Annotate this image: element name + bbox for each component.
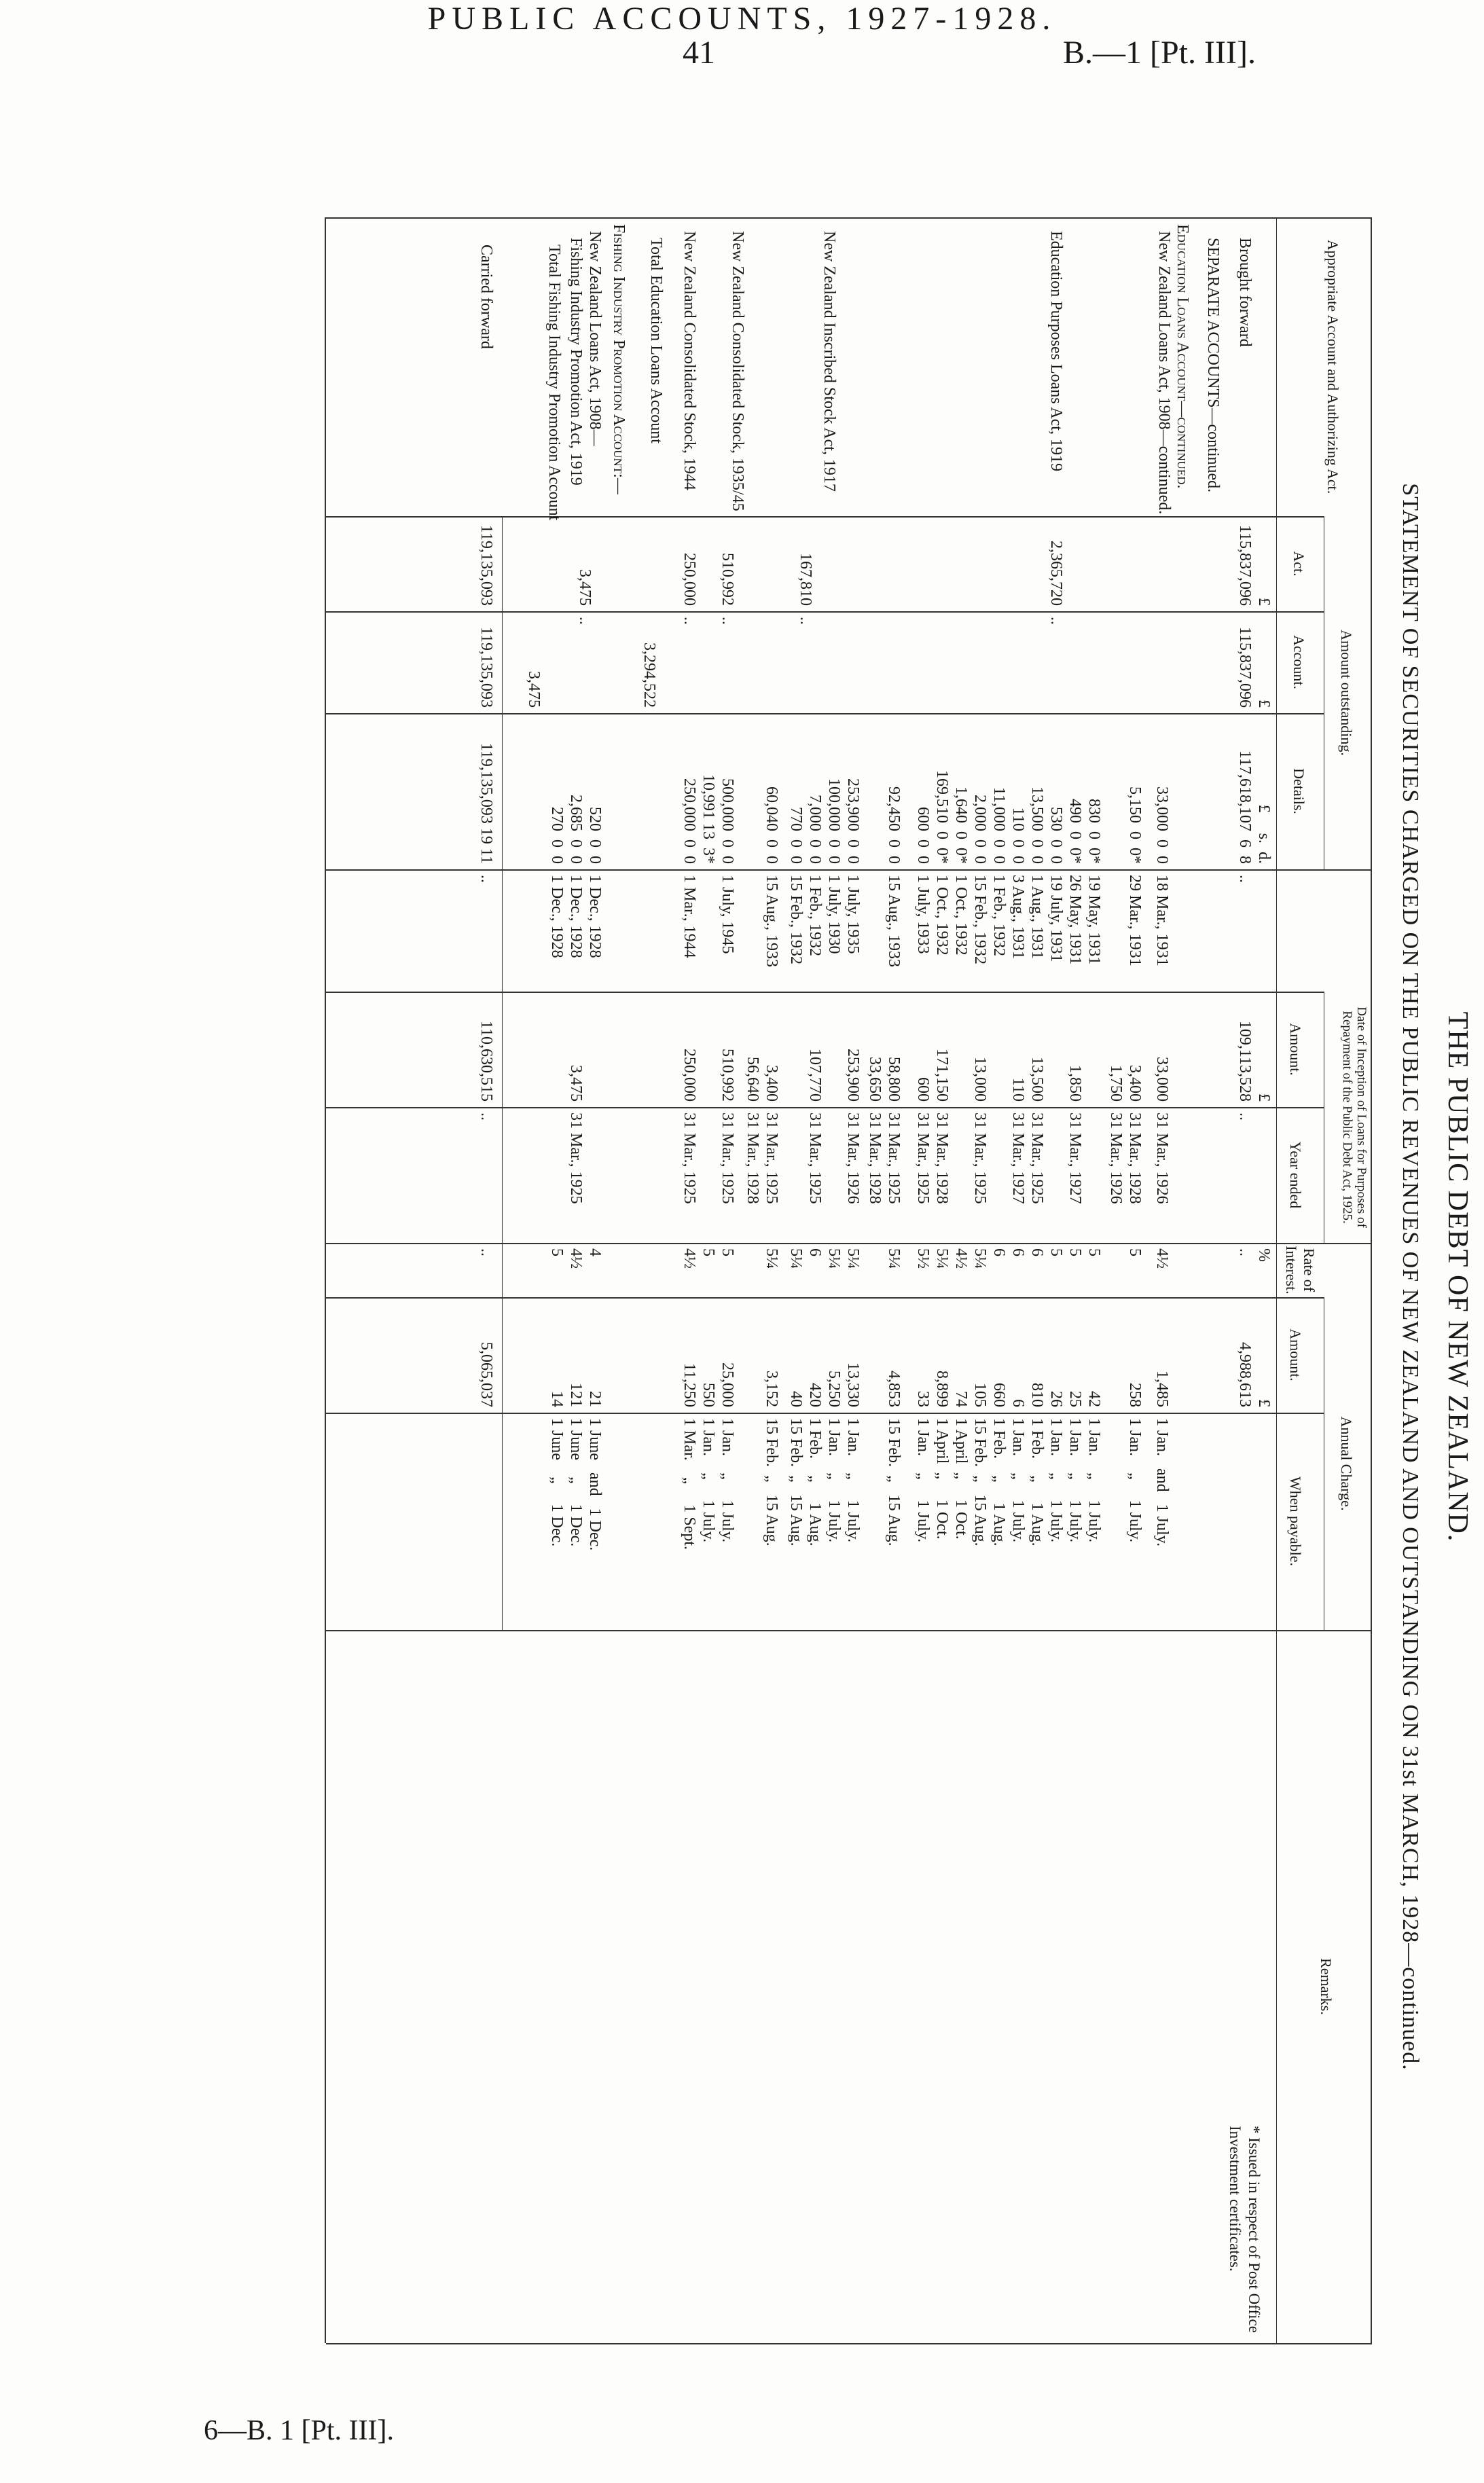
row-year-ended: 31 Mar., 1926: [1107, 1112, 1125, 1204]
row-when-payable: 1 Mar. „ 1 Sept.: [681, 1418, 698, 1550]
row-rate: 4: [586, 1248, 604, 1256]
column-rule-due: [326, 869, 1372, 871]
cf-yr-dots: ..: [477, 1112, 495, 1121]
row-amount: 56,640: [744, 1057, 761, 1102]
row-charge: 8,899: [933, 1371, 951, 1407]
unit-charge: £: [1255, 1399, 1273, 1407]
running-head: PUBLIC ACCOUNTS, 1927-1928.: [427, 1, 1057, 37]
column-rule-rate: [326, 1243, 1372, 1244]
row-year-ended: 31 Mar., 1925: [1028, 1112, 1046, 1204]
row-year-ended: 31 Mar., 1926: [844, 1112, 862, 1204]
row-charge: 11,250: [681, 1362, 698, 1407]
row-details: 270 0 0: [548, 807, 566, 864]
row-year-ended: 31 Mar., 1928: [866, 1112, 884, 1204]
row-amount: 1,850: [1066, 1065, 1084, 1102]
row-details: 250,000 0 0: [681, 778, 698, 864]
rotated-table-page: [292, 197, 1481, 2357]
header-year-ended: Year ended: [1287, 1141, 1304, 1209]
row-charge: 105: [971, 1383, 989, 1407]
row-details: 520 0 0: [586, 807, 604, 864]
label-brought-forward: Brought forward: [1236, 238, 1254, 347]
acct-inscribed-dots: ..: [797, 617, 814, 625]
row-due: 1 Oct., 1932: [933, 875, 951, 956]
row-due: 15 Aug., 1933: [763, 875, 780, 968]
unit-details: £ s. d.: [1255, 804, 1273, 864]
bf-act: 115,837,096: [1236, 524, 1254, 606]
row-when-payable: 1 Feb. „ 1 Aug.: [806, 1418, 824, 1546]
row-charge: 14: [548, 1391, 566, 1407]
row-rate: 5: [719, 1248, 736, 1256]
header-charge-amount: Amount.: [1287, 1328, 1304, 1381]
act-consol-1944: 250,000: [681, 553, 698, 606]
row-details: 490 0 0*: [1066, 799, 1084, 864]
row-when-payable: 1 Jan. „ 1 July.: [1085, 1418, 1103, 1543]
row-rate: 5¼: [933, 1248, 951, 1269]
row-year-ended: 31 Mar., 1925: [885, 1112, 903, 1204]
row-year-ended: 31 Mar., 1925: [971, 1112, 989, 1204]
row-rate: 6: [990, 1248, 1008, 1256]
row-amount: 3,400: [1126, 1065, 1144, 1102]
header-when-payable: When payable.: [1287, 1476, 1304, 1566]
row-due: 1 Feb., 1932: [990, 875, 1008, 956]
label-consol-3545: New Zealand Consolidated Stock, 1935/45: [729, 231, 746, 511]
row-charge: 660: [990, 1383, 1008, 1407]
row-due: 1 July, 1930: [825, 875, 843, 954]
row-year-ended: 31 Mar., 1925: [763, 1112, 780, 1204]
row-details: 530 0 0: [1047, 807, 1065, 864]
row-amount: 1,750: [1107, 1065, 1125, 1102]
acct-fishing-dots: ..: [576, 617, 594, 625]
row-due: 29 Mar., 1931: [1126, 875, 1144, 966]
row-rate: 6: [1028, 1248, 1046, 1256]
row-amount: 107,770: [806, 1049, 824, 1102]
bf-details: 117,618,107 6 8: [1236, 750, 1254, 864]
bf-amt: 109,113,528: [1236, 1020, 1254, 1102]
header-amount-outstanding: Amount outstanding.: [1338, 630, 1355, 756]
row-details: 830 0 0*: [1085, 799, 1103, 864]
table-right-rule: [326, 2343, 1372, 2344]
row-due: 1 Dec., 1928: [586, 875, 604, 958]
row-details: 5,150 0 0*: [1126, 786, 1144, 864]
column-rule-when: [326, 1413, 1324, 1414]
row-charge: 3,152: [763, 1371, 780, 1407]
unit-account: £: [1255, 700, 1273, 708]
row-details: 253,900 0 0: [844, 778, 862, 864]
label-separate: SEPARATE ACCOUNTS—continued.: [1204, 238, 1222, 493]
row-when-payable: 1 Jan. „ 1 July.: [1066, 1418, 1084, 1543]
row-due: 1 July, 1935: [844, 875, 862, 954]
row-year-ended: 31 Mar., 1928: [744, 1112, 761, 1204]
row-rate: 5¼: [825, 1248, 843, 1269]
cf-act: 119,135,093: [477, 524, 495, 606]
row-details: 11,000 0 0: [990, 786, 1008, 864]
row-charge: 33: [914, 1391, 932, 1407]
label-total-fishing: Total Fishing Industry Promotion Account: [545, 244, 563, 521]
header-account-col: Account.: [1290, 634, 1307, 690]
cf-account: 119,135,093: [477, 626, 495, 708]
row-year-ended: 31 Mar., 1925: [719, 1112, 736, 1204]
column-rule-amt: [326, 992, 1324, 993]
row-when-payable: 1 June „ 1 Dec.: [567, 1418, 585, 1547]
column-rule-charge: [326, 1297, 1324, 1299]
header-annual-charge: Annual Charge.: [1338, 1416, 1355, 1511]
row-rate: 5¼: [885, 1248, 903, 1269]
row-charge: 810: [1028, 1383, 1046, 1407]
row-charge: 21: [586, 1391, 604, 1407]
row-details: 2,685 0 0: [567, 795, 585, 864]
row-rate: 5¼: [787, 1248, 805, 1269]
row-when-payable: 1 June „ 1 Dec.: [548, 1418, 566, 1547]
acct-edu-dots: ..: [1047, 617, 1065, 625]
row-charge: 26: [1047, 1391, 1065, 1407]
label-total-edu: Total Education Loans Account: [647, 238, 665, 443]
row-amount: 3,400: [763, 1065, 780, 1102]
header-act: Act.: [1290, 551, 1307, 577]
row-due: 18 Mar., 1931: [1153, 875, 1171, 966]
row-when-payable: 1 Jan. „ 1 July.: [825, 1418, 843, 1543]
remarks-note: * Issued in respect of Post Office Investment certificates.: [1227, 2126, 1263, 2333]
bf-account: 115,837,096: [1236, 626, 1254, 708]
label-edu-purposes: Education Purposes Loans Act, 1919: [1047, 231, 1065, 471]
row-charge: 4,853: [885, 1371, 903, 1407]
row-year-ended: 31 Mar., 1925: [914, 1112, 932, 1204]
row-charge: 40: [787, 1391, 805, 1407]
row-details: 60,040 0 0: [763, 786, 780, 864]
row-charge: 74: [952, 1391, 970, 1407]
page-subtitle: STATEMENT OF SECURITIES CHARGED ON THE PUBLIC REVENUES OF NEW ZEALAND AND OUTSTANDING ON 31st MARCH, 1928—continued.: [1398, 483, 1423, 2071]
cf-due-dots: ..: [477, 875, 495, 883]
header-account: Appropriate Account and Authorizing Act.: [1324, 239, 1341, 494]
acct-1944-dots: ..: [681, 617, 698, 625]
column-rule-rem: [326, 1630, 1372, 1631]
row-due: 1 Dec., 1928: [567, 875, 585, 958]
page-number: 41: [683, 35, 715, 71]
header-inception-amount: Amount.: [1287, 1023, 1304, 1076]
carried-rule: [502, 516, 503, 1630]
row-details: 7,000 0 0: [806, 795, 824, 864]
row-due: 1 Feb., 1932: [806, 875, 824, 956]
unit-act: £: [1255, 598, 1273, 606]
row-when-payable: 1 Feb. „ 1 Aug.: [990, 1418, 1008, 1546]
row-charge: 13,330: [844, 1362, 862, 1407]
row-when-payable: 1 Jan. „ 1 July.: [1009, 1418, 1027, 1543]
row-year-ended: 31 Mar., 1925: [567, 1112, 585, 1204]
row-rate: 5: [700, 1248, 717, 1256]
row-rate: 4½: [952, 1248, 970, 1269]
total-edu-account: 3,294,522: [640, 642, 658, 708]
total-fishing-account: 3,475: [525, 671, 543, 708]
row-rate: 6: [1009, 1248, 1027, 1256]
row-charge: 420: [806, 1383, 824, 1407]
row-when-payable: 1 Jan. „ 1 July.: [914, 1418, 932, 1543]
row-due: 15 Aug., 1933: [885, 875, 903, 968]
bf-charge: 4,988,613: [1236, 1342, 1254, 1407]
row-charge: 121: [567, 1383, 585, 1407]
row-due: 1 Dec., 1928: [548, 875, 566, 958]
footer-signature: 6—B. 1 [Pt. III].: [204, 2415, 394, 2446]
row-year-ended: 31 Mar., 1925: [806, 1112, 824, 1204]
row-amount: 510,992: [719, 1049, 736, 1102]
row-year-ended: 31 Mar., 1925: [681, 1112, 698, 1204]
row-charge: 42: [1085, 1391, 1103, 1407]
label-fishing-act: Fishing Industry Promotion Act, 1919: [567, 238, 585, 486]
row-rate: 5: [1085, 1248, 1103, 1256]
row-rate: 4½: [1153, 1248, 1171, 1269]
row-rate: 5: [1126, 1248, 1144, 1256]
column-rule-details: [326, 713, 1324, 714]
label-fishing-acct: Fishing Industry Promotion Account:—: [610, 224, 628, 494]
bf-due-dots: ..: [1236, 875, 1254, 883]
row-when-payable: 1 Jan. „ 1 July.: [700, 1418, 717, 1543]
row-rate: 5½: [914, 1248, 932, 1269]
act-inscribed: 167,810: [797, 553, 814, 606]
row-due: 1 July, 1933: [914, 875, 932, 954]
row-charge: 6: [1009, 1399, 1027, 1407]
header-details: Details.: [1290, 768, 1307, 814]
row-rate: 6: [806, 1248, 824, 1256]
row-when-payable: 15 Feb. „ 15 Aug.: [787, 1418, 805, 1546]
row-amount: 171,150: [933, 1049, 951, 1102]
row-details: 100,000 0 0: [825, 778, 843, 864]
row-when-payable: 1 Feb. „ 1 Aug.: [1028, 1418, 1046, 1546]
row-when-payable: 1 April „ 1 Oct.: [933, 1418, 951, 1540]
row-amount: 250,000: [681, 1049, 698, 1102]
row-amount: 110: [1009, 1077, 1027, 1102]
row-year-ended: 31 Mar., 1928: [1126, 1112, 1144, 1204]
row-due: 1 Mar., 1944: [681, 875, 698, 958]
row-amount: 600: [914, 1077, 932, 1102]
bf-rate-dots: ..: [1236, 1248, 1254, 1256]
row-amount: 3,475: [567, 1065, 585, 1102]
cf-details: 119,135,093 19 11: [477, 742, 495, 864]
row-due: 15 Feb., 1932: [971, 875, 989, 964]
table-left-rule: [326, 217, 1372, 219]
row-details: 110 0 0: [1009, 807, 1027, 864]
cf-rate-dots: ..: [477, 1248, 495, 1256]
row-rate: 4½: [567, 1248, 585, 1269]
row-rate: 5: [1066, 1248, 1084, 1256]
row-when-payable: 1 June and 1 Dec.: [586, 1418, 604, 1551]
row-charge: 5,250: [825, 1371, 843, 1407]
row-amount: 13,000: [971, 1057, 989, 1102]
row-when-payable: 1 April „ 1 Oct.: [952, 1418, 970, 1540]
label-carried-forward: Carried forward: [477, 244, 495, 349]
row-rate: 5¼: [844, 1248, 862, 1269]
row-year-ended: 31 Mar., 1927: [1009, 1112, 1027, 1204]
document-ref: B.—1 [Pt. III].: [1063, 35, 1256, 71]
header-remarks: Remarks.: [1318, 1958, 1335, 2015]
row-charge: 1,485: [1153, 1371, 1171, 1407]
row-amount: 13,500: [1028, 1057, 1046, 1102]
row-when-payable: 1 Jan. „ 1 July.: [844, 1418, 862, 1543]
row-charge: 258: [1126, 1383, 1144, 1407]
row-rate: 4½: [681, 1248, 698, 1269]
table-bottom-rule: [325, 217, 326, 2343]
row-due: 19 May, 1931: [1085, 875, 1103, 965]
unit-rate: %: [1255, 1248, 1273, 1262]
row-when-payable: 1 Jan. and 1 July.: [1153, 1418, 1171, 1547]
label-nzla-1908: New Zealand Loans Act, 1908—continued.: [1155, 231, 1173, 515]
act-consol-3545: 510,992: [719, 553, 736, 606]
row-details: 10,991 13 3*: [700, 774, 717, 864]
header-inception: Date of Inception of Loans for Purposes of Repayment of the Public Debt Act, 1925.: [1340, 1007, 1369, 1228]
row-year-ended: 31 Mar., 1927: [1066, 1112, 1084, 1204]
label-education-acct: Education Loans Account—continued.: [1174, 224, 1191, 489]
row-amount: 253,900: [844, 1049, 862, 1102]
label-nzla-1908b: New Zealand Loans Act, 1908—: [586, 231, 604, 446]
cf-amt: 110,630,515: [477, 1020, 495, 1102]
row-details: 2,000 0 0: [971, 795, 989, 864]
act-fishing: 3,475: [576, 569, 594, 606]
column-rule-yr: [326, 1107, 1324, 1108]
page-title: THE PUBLIC DEBT OF NEW ZEALAND.: [1442, 1011, 1473, 1542]
row-details: 1,640 0 0*: [952, 786, 970, 864]
row-year-ended: 31 Mar., 1928: [933, 1112, 951, 1204]
unit-amt: £: [1255, 1093, 1273, 1102]
row-when-payable: 15 Feb. „ 15 Aug.: [971, 1418, 989, 1546]
row-charge: 25: [1066, 1391, 1084, 1407]
table-top-rule: [1371, 217, 1372, 2343]
row-details: 500,000 0 0: [719, 778, 736, 864]
row-details: 169,510 0 0*: [933, 770, 951, 864]
row-year-ended: 31 Mar., 1926: [1153, 1112, 1171, 1204]
cf-charge: 5,065,037: [477, 1342, 495, 1407]
row-due: 1 Oct., 1932: [952, 875, 970, 956]
row-due: 1 July, 1945: [719, 875, 736, 954]
row-when-payable: 1 Jan. „ 1 July.: [1126, 1418, 1144, 1543]
row-charge: 550: [700, 1383, 717, 1407]
acct-consol-dots: ..: [719, 617, 736, 625]
row-amount: 33,650: [866, 1057, 884, 1102]
row-rate: 5¼: [971, 1248, 989, 1269]
row-when-payable: 15 Feb. „ 15 Aug.: [763, 1418, 780, 1546]
row-details: 13,500 0 0: [1028, 786, 1046, 864]
label-inscribed: New Zealand Inscribed Stock Act, 1917: [820, 231, 838, 492]
row-rate: 5¼: [763, 1248, 780, 1269]
row-due: 26 May, 1931: [1066, 875, 1084, 965]
header-rule: [1276, 217, 1277, 2343]
bf-yr-dots: ..: [1236, 1112, 1254, 1121]
row-due: 1 Aug., 1931: [1028, 875, 1046, 960]
row-details: 33,000 0 0: [1153, 786, 1171, 864]
act-edu-purposes: 2,365,720: [1047, 541, 1065, 606]
row-when-payable: 1 Jan. „ 1 July.: [1047, 1418, 1065, 1543]
row-details: 770 0 0: [787, 807, 805, 864]
row-when-payable: 15 Feb. „ 15 Aug.: [885, 1418, 903, 1546]
row-amount: 58,800: [885, 1057, 903, 1102]
row-rate: 5: [1047, 1248, 1065, 1256]
row-when-payable: 1 Jan. „ 1 July.: [719, 1418, 736, 1543]
row-due: 3 Aug., 1931: [1009, 875, 1027, 960]
label-consol-1944: New Zealand Consolidated Stock, 1944: [681, 231, 698, 490]
row-details: 600 0 0: [914, 807, 932, 864]
header-rate: Rate of Interest.: [1283, 1246, 1318, 1294]
row-amount: 33,000: [1153, 1057, 1171, 1102]
row-due: 15 Feb., 1932: [787, 875, 805, 964]
row-details: 92,450 0 0: [885, 786, 903, 864]
row-charge: 25,000: [719, 1362, 736, 1407]
column-rule-account: [326, 611, 1324, 613]
row-rate: 5: [548, 1248, 566, 1256]
row-due: 19 July, 1931: [1047, 875, 1065, 962]
